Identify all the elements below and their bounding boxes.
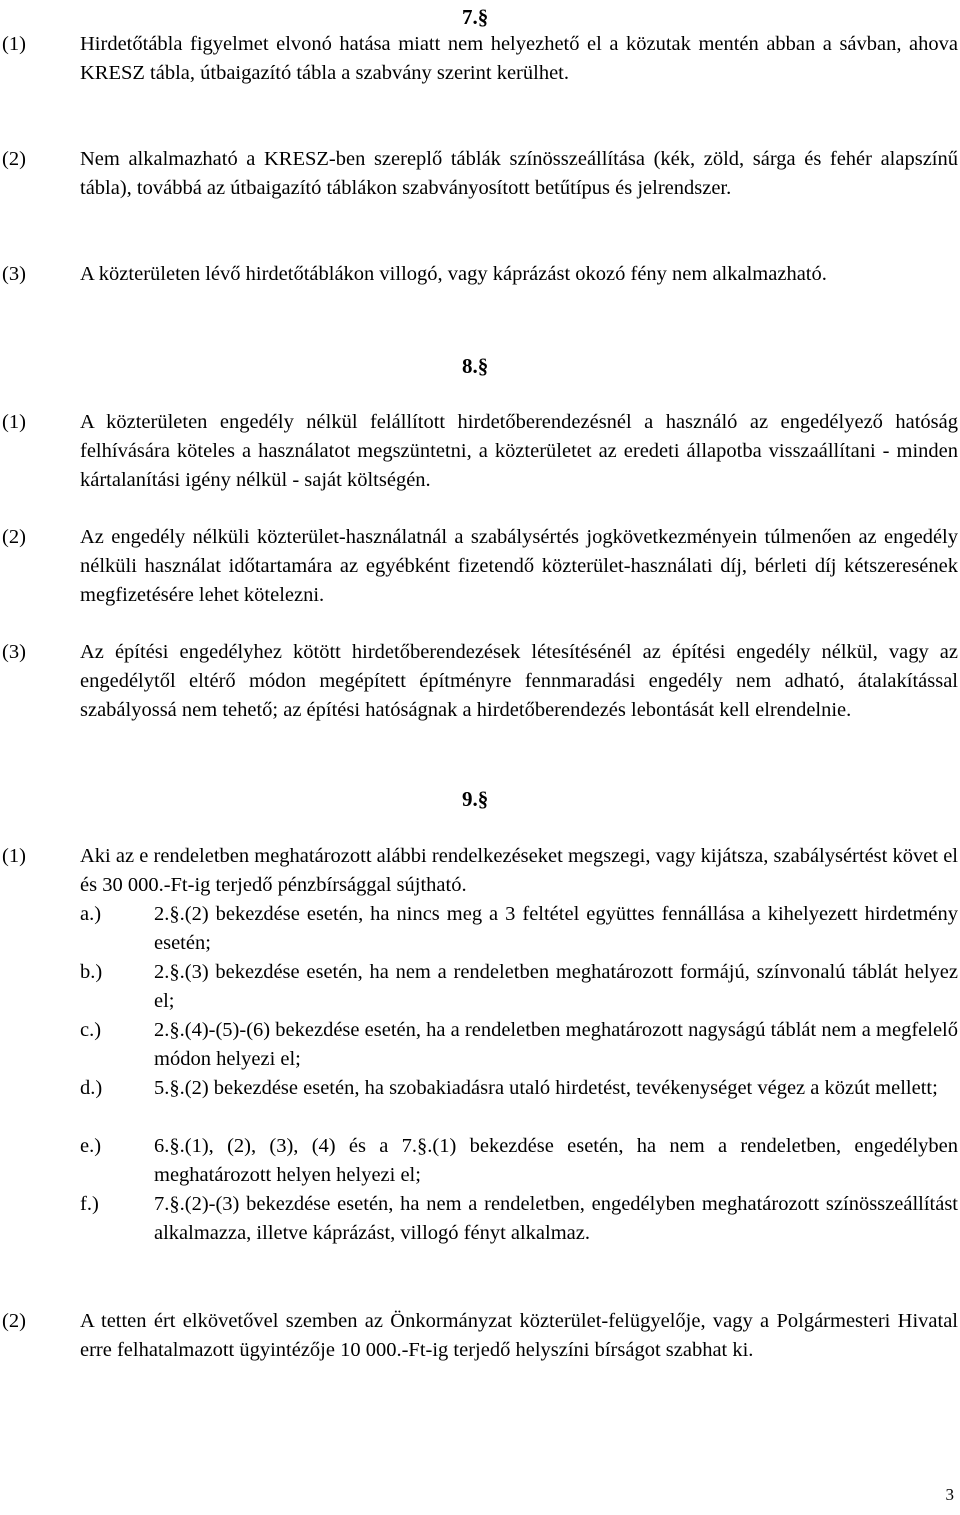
section-7-paragraph-1 xyxy=(0,30,958,88)
list-item-text: 2.§.(4)-(5)-(6) bekezdése esetén, ha a rendeletben meghatározott nagyságú táblát nem a megfelelő módon helyezi el; xyxy=(154,1019,958,1070)
paragraph-number: (3) xyxy=(2,641,26,663)
paragraph-text: Az építési engedélyhez kötött hirdetőberendezések létesítésénél az építési engedély nélkül, vagy az engedélytől eltérő módon megépített építményre fennmaradási engedély nem adható, átalakítással szabályossá nem tehető; az építési hatóságnak a hirdetőberendezés lebontását kell elrendelnie. xyxy=(80,641,958,721)
list-item-text: 6.§.(1), (2), (3), (4) és a 7.§.(1) bekezdése esetén, ha nem a rendeletben, engedélyben meghatározott helyen helyezi el; xyxy=(154,1135,958,1186)
paragraph-text: Aki az e rendeletben meghatározott alábbi rendelkezéseket megszegi, vagy kijátsza, szabálysértést követ el és 30 000.-Ft-ig terjedő pénzbírsággal sújtható. xyxy=(80,845,958,896)
section-8-paragraph-3 xyxy=(0,638,958,725)
list-item-label: a.) xyxy=(80,903,102,925)
section-9-paragraph-2 xyxy=(0,1307,958,1365)
paragraph-text: Az engedély nélküli közterület-használatnál a szabálysértés jogkövetkezményein túlmenően az engedély nélküli használat időtartamára az egyébként fizetendő közterület-használati díj, bérleti díj kétszeresének megfizetésére lehet kötelezni. xyxy=(80,526,958,606)
section-7-paragraph-3 xyxy=(0,260,958,289)
section-8-paragraph-2 xyxy=(0,523,958,610)
section-title-9: 9.§ xyxy=(462,787,489,811)
list-item-text: 5.§.(2) bekezdése esetén, ha szobakiadásra utaló hirdetést, tevékenységet végez a közút mellett; xyxy=(154,1077,938,1099)
section-8-paragraph-1 xyxy=(0,408,958,495)
list-item-text: 7.§.(2)-(3) bekezdése esetén, ha nem a rendeletben, engedélyben meghatározott színösszeállítást alkalmazza, illetve káprázást, villogó fényt alkalmaz. xyxy=(154,1193,958,1244)
list-item-b xyxy=(78,958,958,1016)
section-9-paragraph-1 xyxy=(0,842,958,900)
list-item-text: 2.§.(2) bekezdése esetén, ha nincs meg a 3 feltétel együttes fennállása a kihelyezett hirdetmény esetén; xyxy=(154,903,958,954)
paragraph-number: (1) xyxy=(2,845,26,867)
paragraph-number: (2) xyxy=(2,526,26,548)
list-item-d xyxy=(78,1074,958,1103)
list-item-e xyxy=(78,1132,958,1190)
list-item-label: f.) xyxy=(80,1193,99,1215)
paragraph-number: (3) xyxy=(2,263,26,285)
list-item-label: e.) xyxy=(80,1135,102,1157)
page-number: 3 xyxy=(945,1485,954,1504)
section-title-7: 7.§ xyxy=(462,5,489,29)
list-item-a xyxy=(78,900,958,958)
list-item-label: d.) xyxy=(80,1077,103,1099)
section-7-paragraph-2 xyxy=(0,145,958,203)
paragraph-number: (1) xyxy=(2,33,26,55)
list-item-label: b.) xyxy=(80,961,103,983)
list-item-text: 2.§.(3) bekezdése esetén, ha nem a rendeletben meghatározott formájú, színvonalú táblát helyez el; xyxy=(154,961,958,1012)
list-item-c xyxy=(78,1016,958,1074)
list-item-f xyxy=(78,1190,958,1248)
list-item-label: c.) xyxy=(80,1019,102,1041)
paragraph-text: A tetten ért elkövetővel szemben az Önkormányzat közterület-felügyelője, vagy a Polgármesteri Hivatal erre felhatalmazott ügyintézője 10 000.-Ft-ig terjedő helyszíni bírságot szabhat ki. xyxy=(80,1310,958,1361)
paragraph-number: (2) xyxy=(2,1310,26,1332)
paragraph-text: A közterületen engedély nélkül felállított hirdetőberendezésnél a használó az engedélyező hatóság felhívására köteles a használatot megszüntetni, a közterületet az eredeti állapotba visszaállítani - minden kártalanítási igény nélkül - saját költségén. xyxy=(80,411,958,491)
paragraph-text: Hirdetőtábla figyelmet elvonó hatása miatt nem helyezhető el a közutak mentén abban a sávban, ahova KRESZ tábla, útbaigazító tábla a szabvány szerint kerülhet. xyxy=(80,33,958,84)
paragraph-number: (1) xyxy=(2,411,26,433)
section-title-8: 8.§ xyxy=(462,354,489,378)
paragraph-text: Nem alkalmazható a KRESZ-ben szereplő táblák színösszeállítása (kék, zöld, sárga és fehér alapszínű tábla), továbbá az útbaigazító táblákon szabványosított betűtípus és jelrendszer. xyxy=(80,148,958,199)
paragraph-number: (2) xyxy=(2,148,26,170)
paragraph-text: A közterületen lévő hirdetőtáblákon villogó, vagy káprázást okozó fény nem alkalmazható. xyxy=(80,263,827,285)
